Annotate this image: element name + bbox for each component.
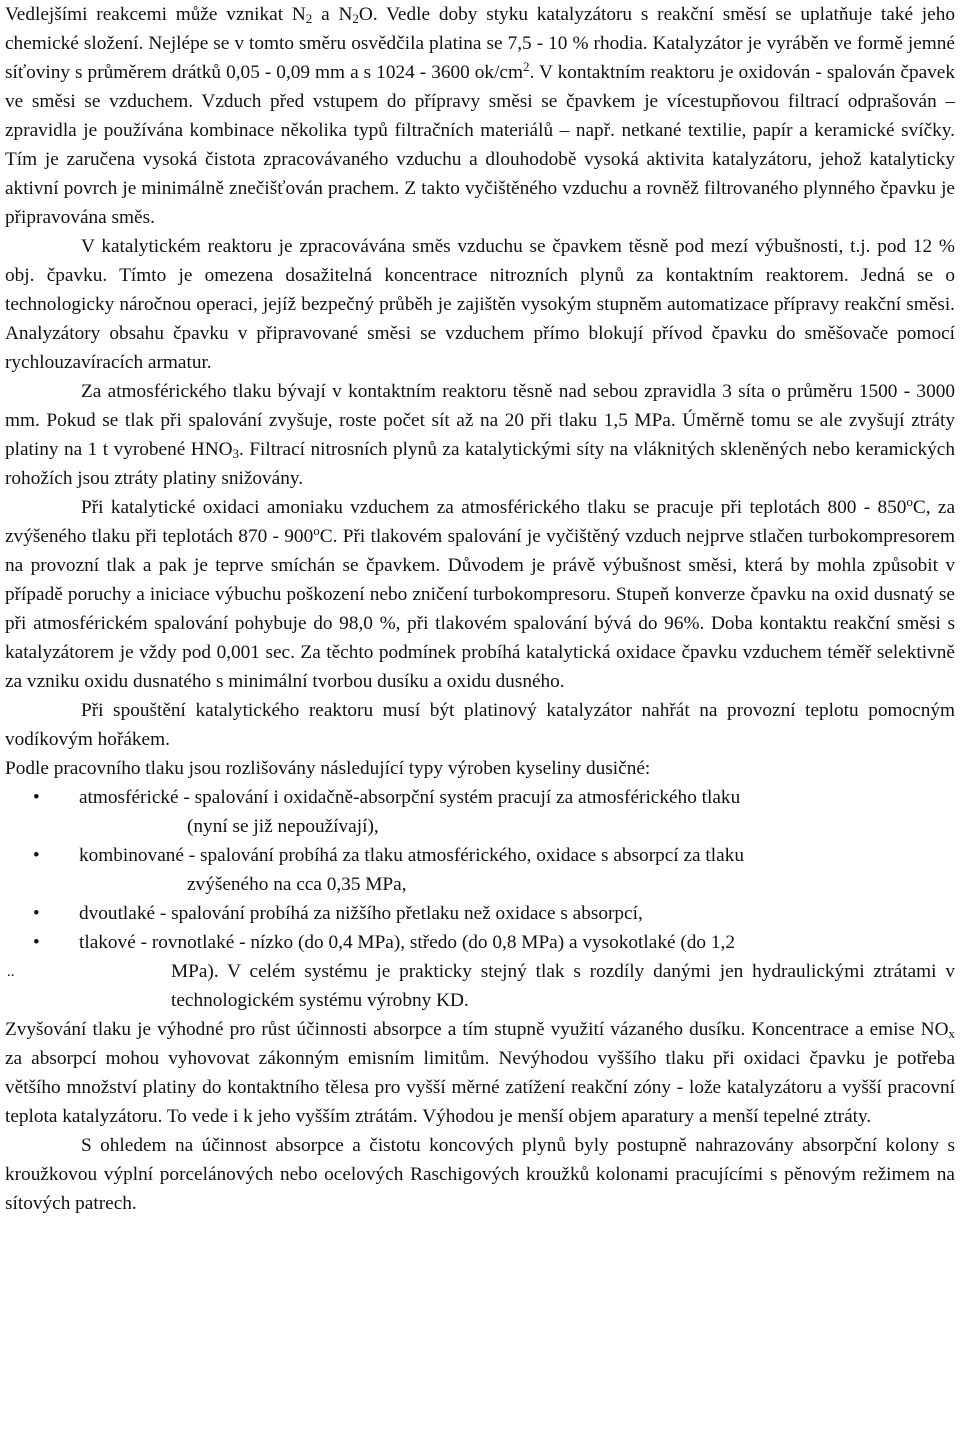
paragraph-reactor-mixture: V katalytickém reaktoru je zpracovávána směs vzduchu se čpavkem těsně pod mezí výbušnosti, t.j. pod 12 % obj. čpavku. Tímto je omezena dosažitelná koncentrace nitrozních plynů za kontaktním reaktorem. Jedná se o technologicky náročnou operaci, jejíž bezpečný průběh je zajištěn vysokým stupněm automatizace přípravy reakční směsi. Analyzátory obsahu čpavku v připravované směsi se vzduchem přímo blokují přívod čpavku do směšovače pomocí rychlouzavíracích armatur. [5,236,955,373]
bullet-icon: • [33,903,40,924]
bullet-icon: • [33,787,40,808]
stray-dots: .. [7,964,15,980]
list-item: • dvoutlaké - spalování probíhá za nižšího přetlaku než oxidace s absorpcí, [5,899,955,928]
paragraph-oxidation-temperatures: Při katalytické oxidaci amoniaku vzduchem za atmosférického tlaku se pracuje při teplotách 800 - 850$^o$C, za zvýšeného tlaku při teplotách 870 - 900$^o$C. Při tlakovém spalování je vyčištěný vzduch nejprve stlačen turbokompresorem na provozní tlak a pak je teprve smíchán se čpavkem. Důvodem je právě výbušnost směsi, která by mohla způsobit v případě poruchy a iniciace výbuchu poškození nebo zničení turbokompresoru. Stupeň konverze čpavku na oxid dusnatý se při atmosférickém spalování pohybuje do 98,0 %, při tlakovém spalování bývá do 96%. Doba kontaktu reakční směsi s katalyzátorem je vždy pod 0,001 sec. Za těchto podmínek probíhá katalytická oxidace čpavku vzduchem téměř selektivně za vzniku oxidu dusnatého s minimální tvorbou dusíku a oxidu dusného. [5,494,956,692]
paragraph-pressure-benefits: Zvyšování tlaku je výhodné pro růst účinnosti absorpce a tím stupně využití vázaného dusíku. Koncentrace a emise $NO_x$ za absorpcí mohou vyhovovat zákonným emisním limitům. Nevýhodou vyššího tlaku při oxidaci čpavku je potřeba většího množství platiny do kontaktního tělesa pro vyšší měrné zatížení reakční zóny - lože katalyzátoru a vyšší pracovní teplota katalyzátoru. To vede i k jeho vyšším ztrátám. Výhodou je menší objem aparatury a menší tepelné ztráty. [5,1019,955,1127]
paragraph-absorption-columns: S ohledem na účinnost absorpce a čistotu koncových plynů byly postupně nahrazovány absorpční kolony s kroužkovou výplní porcelánových nebo ocelových Raschigových kroužků kolonami pracujícími s pěnovým režimem na sítových patrech. [5,1135,955,1214]
list-item: • atmosférické - spalování i oxidačně-absorpční systém pracují za atmosférického tlaku (nyní se již nepoužívají), [5,783,955,841]
paragraph-plant-types-intro: Podle pracovního tlaku jsou rozlišovány následující typy výroben kyseliny dusičné: [5,758,651,779]
paragraph-sieves: Za atmosférického tlaku bývají v kontaktním reaktoru těsně nad sebou zpravidla 3 síta o průměru 1500 - 3000 mm. Pokud se tlak při spalování zvyšuje, roste počet sít až na 20 při tlaku 1,5 MPa. Úměrně tomu se ale zvyšují ztráty platiny na 1 t vyrobené $HNO_3$. Filtrací nitrosních plynů za katalytickými síty na vláknitých skleněných nebo keramických rohožích jsou ztráty platiny snižovány. [5,381,955,489]
bullet-icon: • [33,845,40,866]
paragraph-startup: Při spouštění katalytického reaktoru musí být platinový katalyzátor nahřát na provozní teplotu pomocným vodíkovým hořákem. [5,700,955,750]
list-item: • .. tlakové - rovnotlaké - nízko (do 0,4 MPa), středo (do 0,8 MPa) a vysokotlaké (do 1,2 MPa). V celém systému je prakticky stejný tlak s rozdíly danými jen hydraulickými ztrátami v technologickém systému výrobny KD. [5,928,955,1015]
paragraph-catalyst: Vedlejšími reakcemi může vznikat $N_2$ a $N_2O$. Vedle doby styku katalyzátoru s reakční směsí se uplatňuje také jeho chemické složení. Nejlépe se v tomto směru osvědčila platina se 7,5 - 10 % rhodia. Katalyzátor je vyráběn ve formě jemné síťoviny s průměrem drátků 0,05 - 0,09 mm a s 1024 - 3600 $ok/cm^2$. V kontaktním reaktoru je oxidován - spalován čpavek ve směsi se vzduchem. Vzduch před vstupem do přípravy směsi se čpavkem je vícestupňovou filtrací odprašován – zpravidla je používána kombinace několika typů filtračních materiálů – např. netkané textilie, papír a keramické svíčky. Tím je zaručena vysoká čistota zpracovávaného vzduchu a dlouhodobě vysoká aktivita katalyzátoru, jehož katalyticky aktivní povrch je minimálně znečišťován prachem. Z takto vyčištěného vzduchu a rovněž filtrovaného plynného čpavku je připravována směs. [5,4,956,228]
list-item: • kombinované - spalování probíhá za tlaku atmosférického, oxidace s absorpcí za tlaku zvýšeného na cca 0,35 MPa, [5,841,955,899]
plant-types-list [5,783,955,1015]
bullet-icon: • [33,932,40,953]
